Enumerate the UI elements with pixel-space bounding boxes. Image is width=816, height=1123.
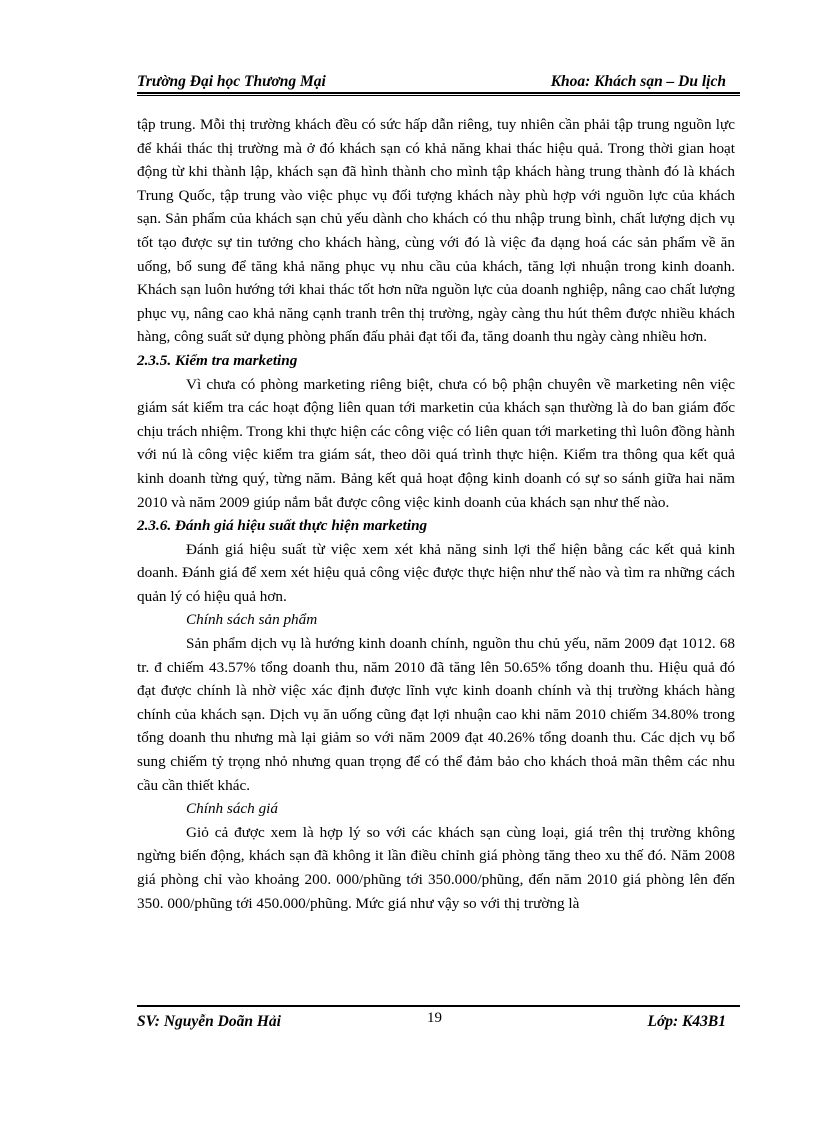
page-header <box>137 73 740 93</box>
paragraph-price-policy: Giỏ cả được xem là hợp lý so với các khách sạn cùng loại, giá trên thị trường không ngừng biến động, khách sạn đã không it lần điều chỉnh giá phòng tăng theo xu thế đó. Năm 2008 giá phòng chỉ vào khoảng 200. 000/phũng tới 350.000/phũng, đến năm 2010 giá phòng lên đến 350. 000/phũng tới 450.000/phũng. Mức giá như vậy so với thị trường là <box>137 823 735 912</box>
header-rule <box>137 92 740 94</box>
subheading-price-policy: Chính sách giá <box>186 800 278 818</box>
subheading-product-policy: Chính sách sản phẩm <box>186 611 318 629</box>
paragraph-continuation: tập trung. Mỗi thị trường khách đều có sức hấp dẫn riêng, tuy nhiên cần phải tập trung nguồn lực để khái thác thị trường mà ở đó khách sạn có khả năng khai thác hiệu quả. Trong thời gian hoạt động từ khi thành lập, khách sạn đã hình thành cho mình tập khách hàng trung thành đó là khách Trung Quốc, tập trung vào việc phục vụ đối tượng khách này phù hợp với nguồn lực của khách sạn. Sản phẩm của khách sạn chủ yếu dành cho khách có thu nhập trung bình, chất lượng dịch vụ tốt tạo được sự tin tưởng cho khách hàng, cùng với đó là việc đa dạng hoá các sản phẩm về ăn uống, bổ sung để tăng khả năng phục vụ nhu cầu của khách, tăng lợi nhuận trong kinh doanh. Khách sạn luôn hướng tới khai thác tốt hơn nữa nguồn lực của doanh nghiệp, nâng cao chất lượng phục vụ, nâng cao khả năng cạnh tranh trên thị trường, ngày càng thu hút thêm được nhiều khách hàng, công suất sử dụng phòng phấn đấu phải đạt tối đa, tăng doanh thu ngày càng nhiều hơn. <box>137 116 735 346</box>
footer-rule <box>137 1005 740 1007</box>
header-faculty: Khoa: Khách sạn – Du lịch <box>550 73 726 90</box>
footer-student: SV: Nguyễn Doãn Hải <box>137 1013 281 1030</box>
paragraph-marketing-control: Vì chưa có phòng marketing riêng biệt, chưa có bộ phận chuyên về marketing nên việc giám sát kiểm tra các hoạt động liên quan tới marketin của khách sạn thường là do ban giám đốc chịu trách nhiệm. Trong khi thực hiện các công việc có liên quan tới marketing thì luôn đồng hành với nú là công việc kiểm tra giám sát, theo dõi quá trình thực hiện. Kiểm tra thông qua kết quả kinh doanh từng quý, từng năm. Bảng kết quả hoạt động kinh doanh có sự so sánh giữa hai năm 2010 và năm 2009 giúp nắm bắt được công việc kinh doanh của khách sạn như thế nào. <box>137 375 735 511</box>
page-number: 19 <box>427 1010 442 1026</box>
section-heading-2-3-6: 2.3.6. Đánh giá hiệu suất thực hiện marketing <box>137 517 428 535</box>
page-footer <box>137 1011 740 1033</box>
section-heading-2-3-5: 2.3.5. Kiểm tra marketing <box>137 351 298 369</box>
paragraph-product-policy: Sản phẩm dịch vụ là hướng kinh doanh chính, nguồn thu chủ yếu, năm 2009 đạt 1012. 68 tr. đ chiếm 43.57% tổng doanh thu, năm 2010 đã tăng lên 50.65% tổng doanh thu. Hiệu quả đó đạt được chính là nhờ việc xác định được lĩnh vực kinh doanh chính và thị trường khách hàng chính của khách sạn. Dịch vụ ăn uống cũng đạt lợi nhuận cao khi năm 2010 chiếm 34.80% trong tổng doanh thu nhưng mà lại giảm so với năm 2009 đạt 40.26% tổng doanh thu. Các dịch vụ bổ sung chiếm tỷ trọng nhỏ nhưng quan trọng để có thể đảm bảo cho khách thoả mãn thêm các nhu cầu cần thiết khác. <box>137 635 735 794</box>
header-rule-thin <box>137 95 740 96</box>
footer-class: Lớp: K43B1 <box>647 1013 726 1030</box>
paragraph-performance: Đánh giá hiệu suất từ việc xem xét khả năng sinh lợi thể hiện bằng các kết quả kinh doanh. Đánh giá để xem xét hiệu quả công việc được thực hiện như thế nào và tìm ra những cách quản lý có hiệu quả hơn. <box>137 540 735 605</box>
page-body <box>137 113 735 915</box>
header-university: Trường Đại học Thương Mại <box>137 73 326 90</box>
